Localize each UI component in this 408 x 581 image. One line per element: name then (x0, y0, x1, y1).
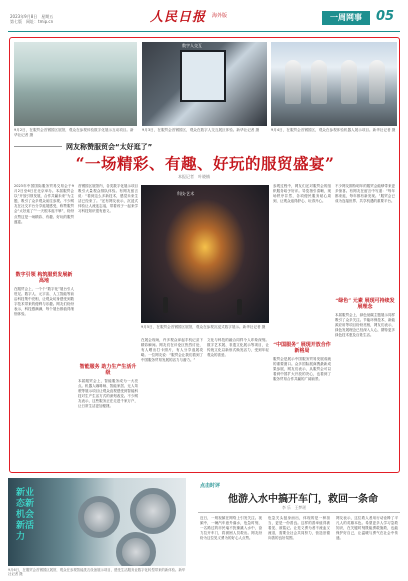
commentary-column-1: 近日，一则视频在网络上引发关注。视频中，一辆汽车意外落水，危急时刻，一名路过的市民毫不犹豫跳入水中，奋力拉开车门，将被困人员救出。网友纷纷为这位见义勇为的好心人点赞。 (200, 516, 262, 541)
visitor-silhouette (237, 299, 242, 315)
robot-figure (285, 60, 301, 104)
photo-digital-human (142, 42, 267, 126)
article-headline: “一场精彩、有趣、好玩的服贸盛宴” (75, 154, 335, 173)
article-byline: 本报记者 叶晓楠 (178, 174, 210, 179)
column-title: 一周网事 (322, 11, 370, 25)
photo-laundry-machines (8, 478, 186, 566)
photo-main-stage (141, 185, 269, 323)
article-column-4b: 服贸会是展示中国服务贸易发展成就的重要窗口。众多国际展商携最新成果参展，网友们表示，从服贸会可以看到中国扩大开放的决心，也看到了服务贸易合作共赢的广阔前景。 (273, 357, 331, 382)
robot-figure (341, 60, 357, 104)
commentary-label: 点击时评 (200, 483, 221, 489)
photo-caption: 9月3日，在服贸会首钢园区，观众在数字人交互展区体验。新华社记者 摄 (142, 128, 260, 132)
article-column-1b: 在服贸会上，一个个“数字化”展台引人驻足。数字人、元宇宙、人工智能等前沿科技集中亮相，让观众切身感受到数字技术带来的便利与乐趣。网友们纷纷表示，科技感满满，每个展台都值得细细体验。 (14, 287, 74, 317)
article-column-4: 参观过程中，网友们还对服贸会的组织服务给予好评。导览指引清晰，现场秩序井然，各项便民服务贴心周到，让观众逛得舒心、玩得开心。 (273, 184, 331, 204)
display-screen (180, 50, 226, 102)
stage-sign: 科技·艺术 (177, 191, 195, 196)
washer-drum (78, 496, 120, 538)
photo-caption: 9月5日，在服贸会首钢园区展馆，观众在参观沉浸式数字展示。新华社记者 摄 (141, 325, 266, 329)
commentary-rule (198, 512, 400, 513)
commentary-column-3: 网友表示，这位救人者用行动诠释了平凡人的英雄本色。希望更多人学习急救知识，在关键时刻既能勇敢施救，也能保护好自己，让温暖与勇气在社会中传递。 (336, 516, 398, 541)
date-line: 2023年9月8日 星期五 (10, 14, 54, 19)
photo-caption: 9月6日，在服贸会首钢园区展馆，观众在参观智能洗衣设备展示项目，感受生活服务业数字化转型带来的新体验。新华社记者 摄 (8, 568, 186, 577)
photo-robots (271, 42, 397, 126)
robot-figure (369, 60, 385, 104)
screen-sign: 数字人交互 (182, 43, 202, 48)
commentary-column-2: 危急关头挺身而出，体现的是一种担当，更是一份善良。这样的善举值得被看见、被铭记。让见义勇为者不流血又流泪，需要全社会共同努力，营造崇德向善的良好氛围。 (268, 516, 330, 541)
article-subhead: 智能服务 助力生产生活升级 (79, 364, 137, 376)
article-column-2b: 本届服贸会上，智能服务成为一大亮点。机器人咖啡师、智能家居、无人驾驶等展示项目让观众直观感受到智能科技对生产生活方式的深刻改变。不少网友表示，这些服务正在走进千家万户，让日常生活更加便捷。 (78, 379, 138, 409)
tagline: 第七版 网址：tmip.cn (10, 19, 54, 24)
article-column-2: 首钢园区展馆内，各类数字化展示项目吸引大量观众排队体验。有网友留言说：“看到这么多新技术，感觉未来生活已经来了。”还有网友表示，沉浸式体验让人流连忘返，带着孩子一起来学习科技知识很有意义。 (78, 184, 138, 214)
article-column-3b: 文化与科技的融合同样令人印象深刻。数字艺术展、非遗文化展示等项目，让传统文化以新形式焕发活力，受到年轻观众的喜爱。 (207, 338, 269, 358)
masthead (0, 0, 408, 34)
page-number: 05 (376, 9, 395, 24)
masthead-rule (8, 31, 400, 32)
photo-caption: 9月2日，在服贸会首钢园区展馆，观众在参观体验数字化展示互动项目。新华社记者 摄 (14, 128, 134, 137)
commentary-byline: 李 乐 王梦瑶 (282, 505, 306, 510)
article-subhead: “中国服务” 展现开放合作新格局 (273, 342, 331, 354)
washer-drum (116, 532, 156, 566)
masthead-date (10, 14, 53, 24)
photo-caption: 9月4日，在服贸会首钢园区，观众在参观体验机器人展示项目。新华社记者 摄 (271, 128, 396, 132)
newspaper-logo: 人民日报 (150, 10, 207, 25)
article-column-1: 2023年中国国际服务贸易交易会于9月2日至6日在北京举办。本届服贸会以“开放引领发展，合作共赢未来”为主题，吸引了众多观众前往参观。不少网友在社交平台分享逛展感受，称赞服贸会“太好逛了”“一天根本逛不够”，纷纷点赞这是一场精彩、有趣、好玩的服贸盛宴。 (14, 184, 74, 224)
article-column-3: 在展会现场，许多观众拿起手机记录下精彩瞬间。网友们在评论区热烈讨论，有人晒出打卡照片，有人分享逛展攻略。一位网友说：“服贸会让我们看到了中国服务贸易发展的活力与潜力。” (141, 338, 203, 363)
kicker-rule (14, 146, 62, 147)
commentary-title: 他游入水中搞开车门，救回一条命 (228, 494, 378, 505)
article-kicker: 网友称赞服贸会“太好逛了” (66, 143, 153, 151)
article-column-5: 不少网友期待明年的服贸会能够带来更多惊喜。有网友在留言中写道：“每年都来逛，每年都有新发现。”服贸会已成为连接世界、共享机遇的重要平台。 (335, 184, 395, 204)
robot-figure (311, 60, 327, 104)
newspaper-edition: 海外版 (212, 13, 228, 19)
washer-drum (130, 488, 176, 534)
article-subhead: 数字引领 构筑服贸发展新高地 (15, 272, 73, 284)
photo-overlay-text: 新业态新机会新活力 (16, 488, 35, 542)
article-subhead: “绿色” 元素 展现可持续发展理念 (335, 298, 395, 310)
visitor-silhouette (163, 297, 168, 313)
photo-exhibition-hall (14, 42, 137, 126)
article-column-5b: 本届服贸会上，绿色低碳主题展示同样吸引了众多关注。节能环保技术、新能源应用等项目纷纷亮相，网友们表示，绿色发展理念已经深入人心，期待更多绿色技术惠及百姓生活。 (335, 313, 395, 338)
